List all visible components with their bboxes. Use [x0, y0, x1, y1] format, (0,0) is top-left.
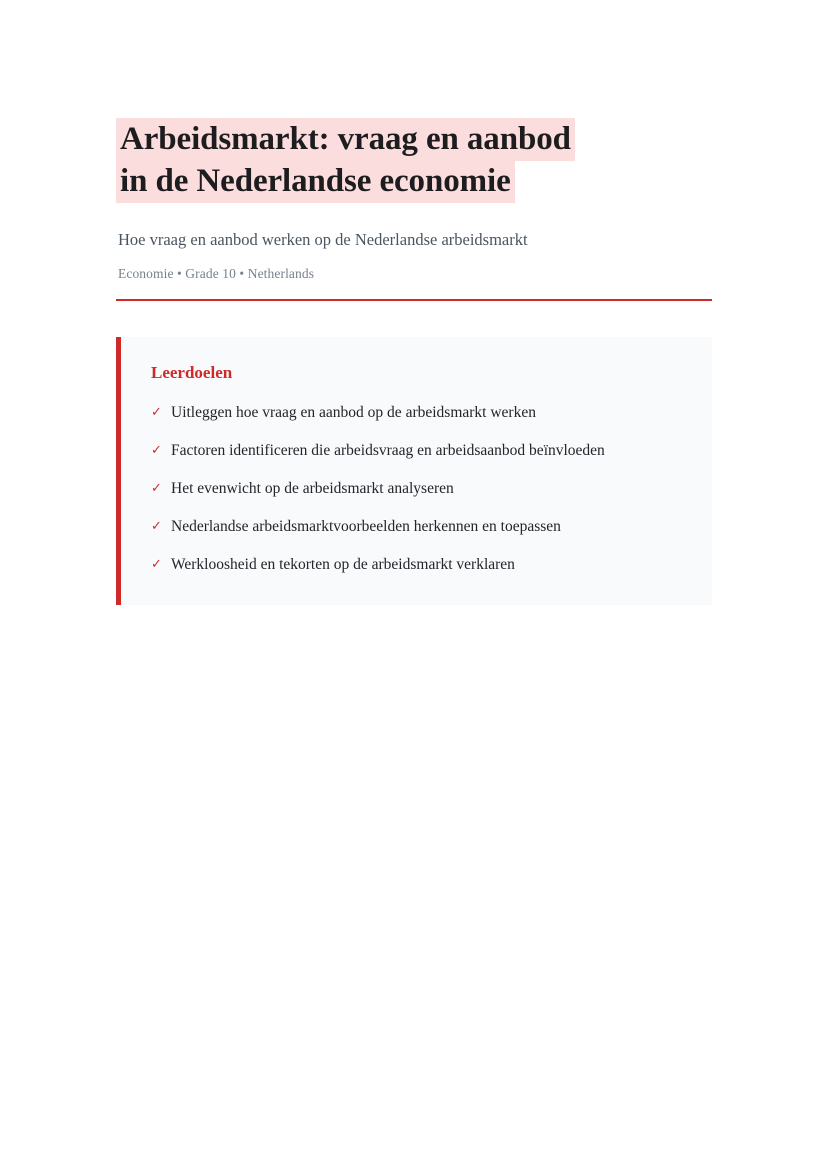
list-item	[151, 401, 682, 425]
list-item	[151, 439, 682, 463]
list-item	[151, 553, 682, 577]
check-icon: ✓	[151, 517, 162, 533]
check-icon: ✓	[151, 479, 162, 495]
page-title-line-2: in de Nederlandse economie	[116, 160, 515, 203]
document-content	[116, 118, 712, 605]
list-item-label: Nederlandse arbeidsmarktvoorbeelden herkennen en toepassen	[171, 517, 561, 535]
page-subtitle: Hoe vraag en aanbod werken op de Nederlandse arbeidsmarkt	[118, 230, 528, 250]
learning-objectives-list	[151, 401, 682, 577]
list-item-label: Uitleggen hoe vraag en aanbod op de arbeidsmarkt werken	[171, 403, 536, 421]
check-icon: ✓	[151, 441, 162, 457]
list-item	[151, 477, 682, 501]
list-item	[151, 515, 682, 539]
learning-objectives-heading: Leerdoelen	[151, 362, 233, 382]
check-icon: ✓	[151, 403, 162, 419]
title-divider	[116, 299, 712, 301]
list-item-label: Werkloosheid en tekorten op de arbeidsmarkt verklaren	[171, 555, 515, 573]
list-item-label: Het evenwicht op de arbeidsmarkt analyseren	[171, 479, 454, 497]
check-icon: ✓	[151, 555, 162, 571]
page-title	[116, 118, 712, 202]
page-title-line-1: Arbeidsmarkt: vraag en aanbod	[116, 118, 575, 161]
document-meta: Economie • Grade 10 • Netherlands	[118, 265, 315, 281]
list-item-label: Factoren identificeren die arbeidsvraag en arbeidsaanbod beïnvloeden	[171, 441, 605, 459]
learning-objectives-card	[116, 337, 712, 605]
